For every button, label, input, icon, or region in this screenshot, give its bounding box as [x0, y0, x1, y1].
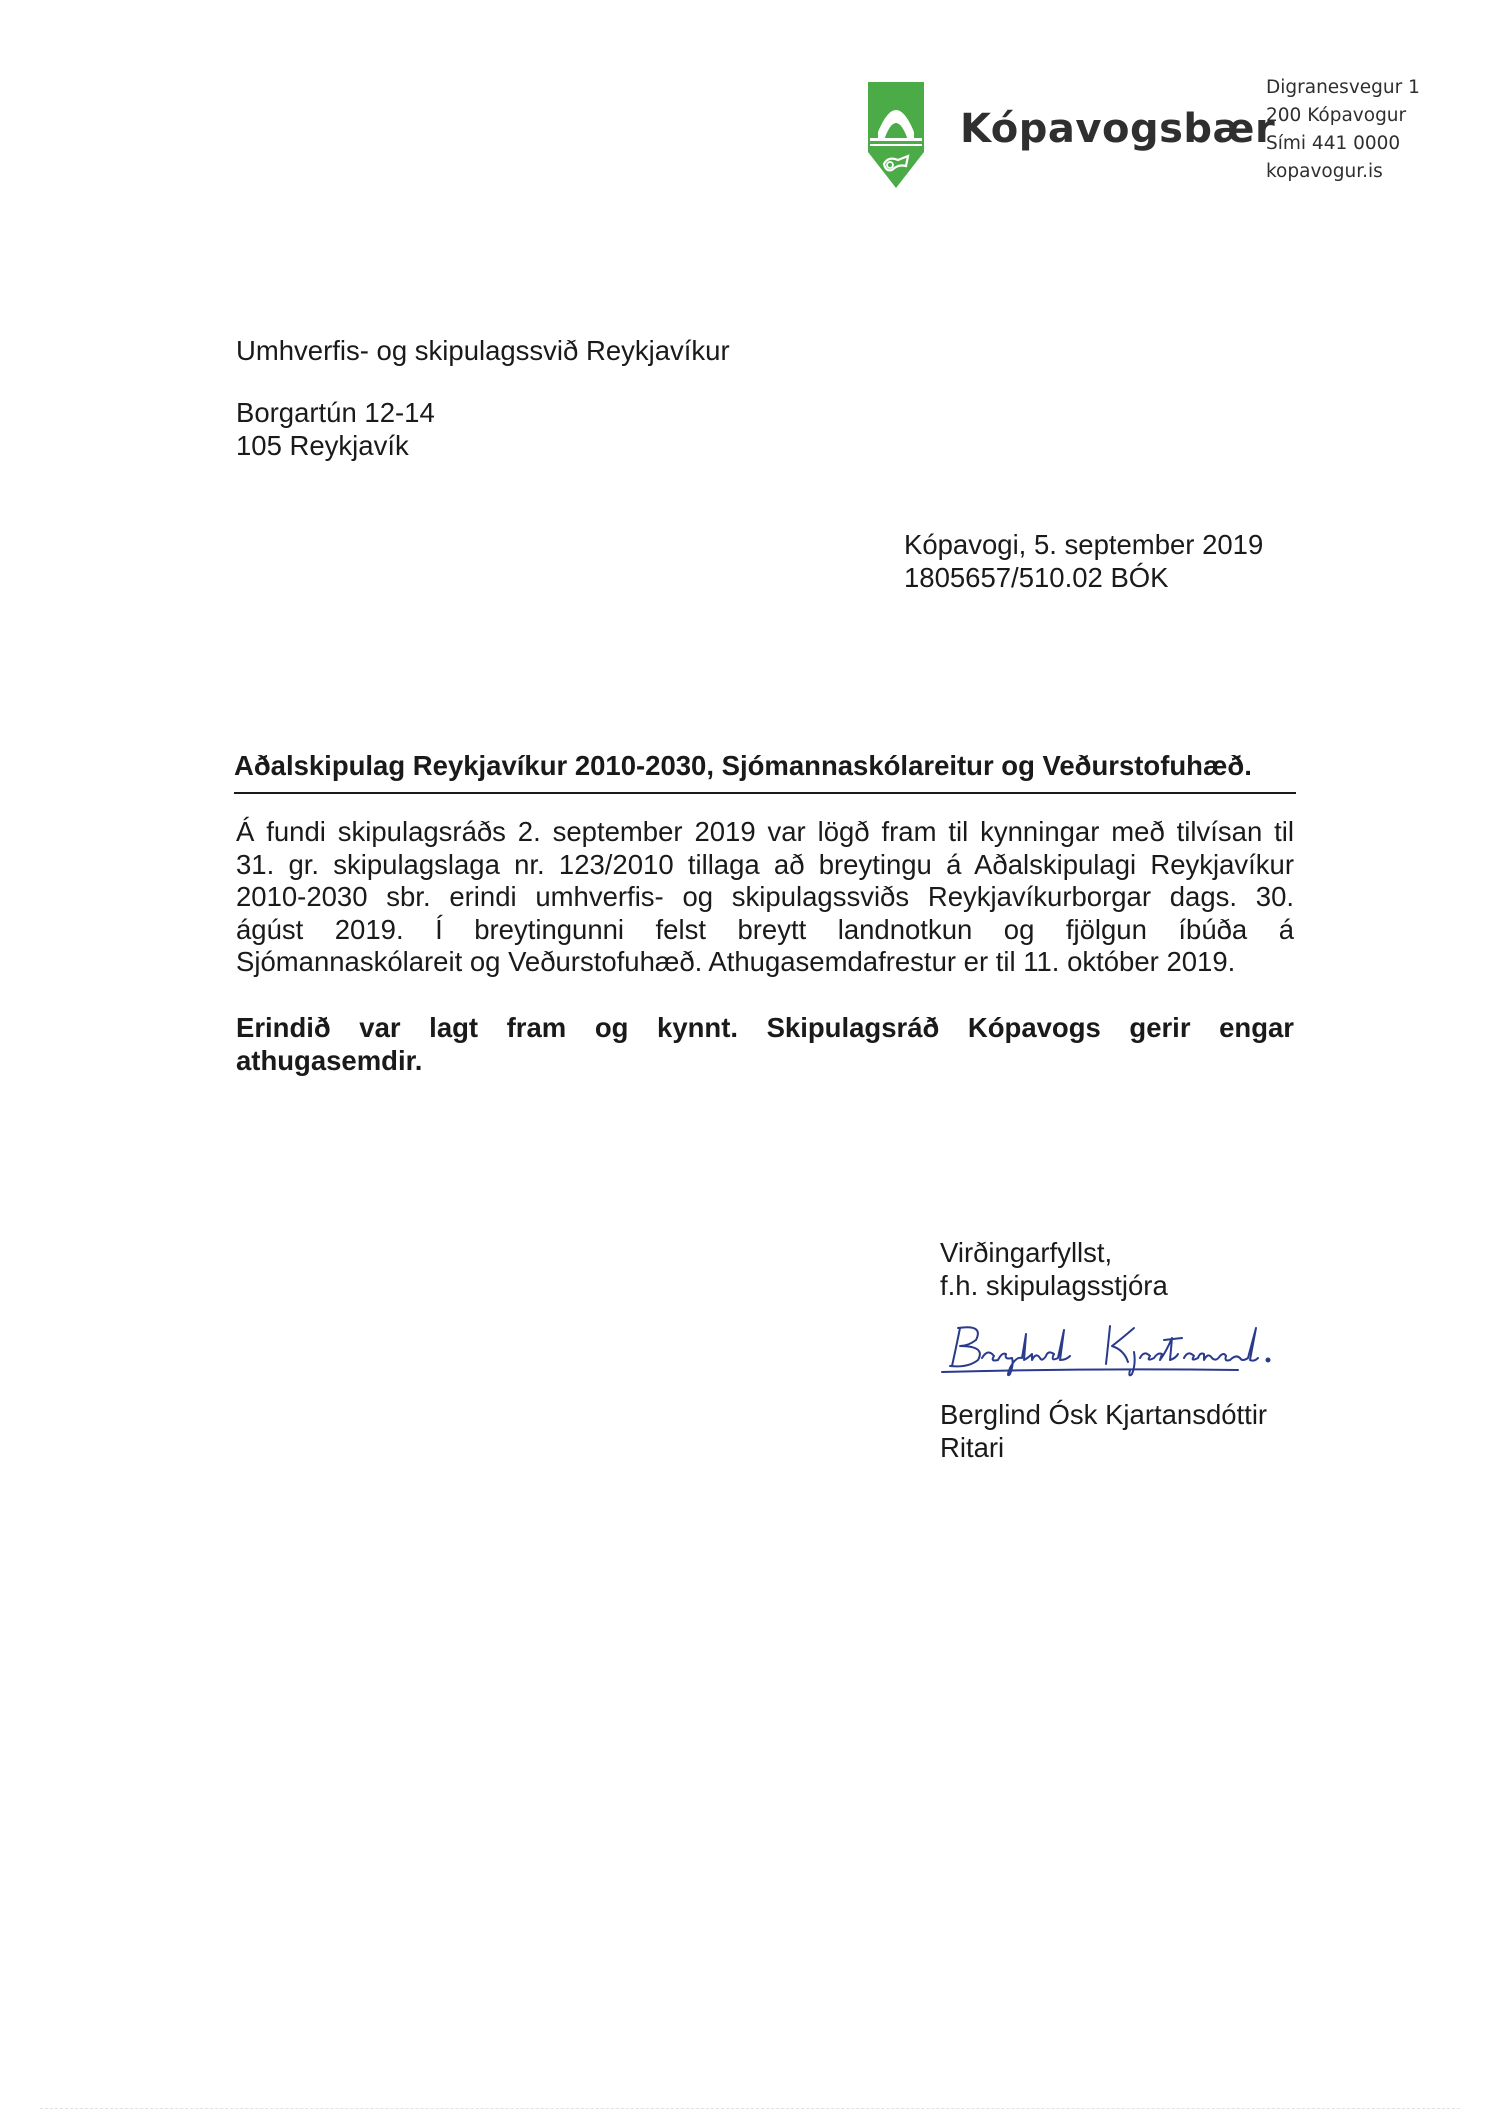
signer-block: [940, 1398, 1267, 1464]
contact-phone: Sími 441 0000: [1266, 133, 1401, 154]
recipient-address: [236, 396, 435, 462]
body-line: Sjómannaskólareit og Veðurstofuhæð. Athugasemdafrestur er til 11. október 2019.: [236, 946, 1236, 977]
decision-line: Erindið var lagt fram og kynnt. Skipulagsráð Kópavogs gerir engar: [236, 1012, 1294, 1043]
contact-street: Digranesvegur 1: [1266, 77, 1420, 98]
brand-name: Kópavogsbær: [960, 106, 1276, 152]
decision-line: athugasemdir.: [236, 1044, 423, 1076]
contact-website: kopavogur.is: [1266, 161, 1383, 182]
subject-heading: Aðalskipulag Reykjavíkur 2010-2030, Sjómannaskólareitur og Veðurstofuhæð.: [234, 750, 1296, 794]
signer-title: Ritari: [940, 1432, 1005, 1463]
recipient-name: Umhverfis- og skipulagssvið Reykjavíkur: [236, 335, 730, 366]
on-behalf-line: f.h. skipulagsstjóra: [940, 1270, 1168, 1301]
decision-paragraph: [236, 1012, 1294, 1077]
place-date: Kópavogi, 5. september 2019: [904, 529, 1264, 560]
signer-name: Berglind Ósk Kjartansdóttir: [940, 1399, 1268, 1430]
contact-block: [1266, 74, 1420, 186]
reference-number: 1805657/510.02 BÓK: [904, 562, 1169, 593]
body-line: Á fundi skipulagsráðs 2. september 2019 var lögð fram til kynningar með tilvísan til: [236, 816, 1294, 847]
contact-postal: 200 Kópavogur: [1266, 105, 1407, 126]
scan-edge-line: [40, 2108, 1460, 2110]
body-paragraph: [236, 816, 1294, 979]
date-block: [904, 528, 1263, 594]
closing-block: [940, 1236, 1168, 1302]
body-line: ágúst 2019. Í breytingunni felst breytt landnotkun og fjölgun íbúða á: [236, 913, 1294, 945]
recipient-street: Borgartún 12-14: [236, 397, 435, 428]
salutation: Virðingarfyllst,: [940, 1237, 1113, 1268]
body-line: 2010-2030 sbr. erindi umhverfis- og skipulagssviðs Reykjavíkurborgar dags. 30.: [236, 881, 1294, 912]
body-line: 31. gr. skipulagslaga nr. 123/2010 tillaga að breytingu á Aðalskipulagi Reykjavíkur: [236, 848, 1294, 880]
kopavogur-crest-icon: [866, 80, 926, 192]
handwritten-signature: [938, 1318, 1286, 1382]
recipient-city: 105 Reykjavík: [236, 430, 409, 461]
